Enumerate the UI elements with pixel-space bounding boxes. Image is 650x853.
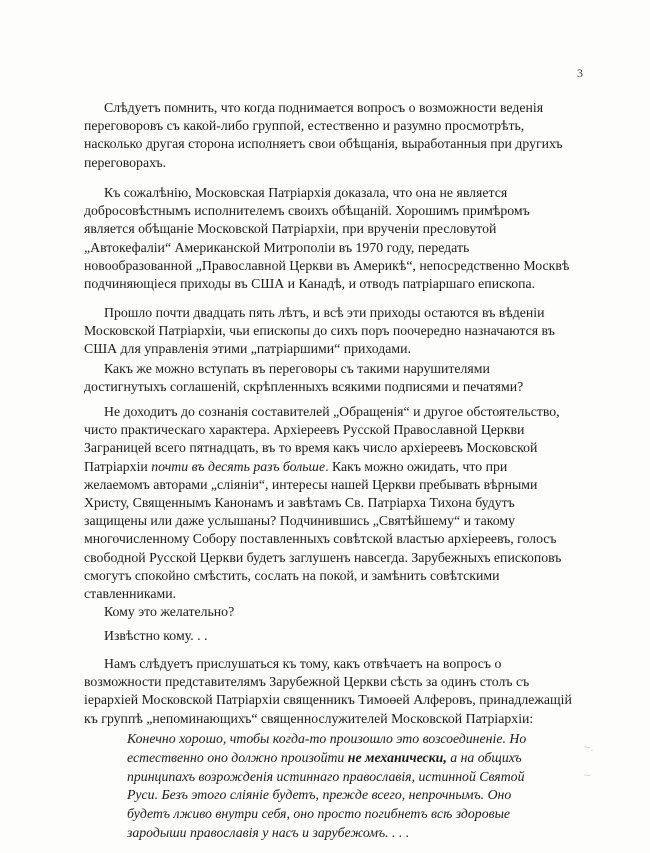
text-line: къ группѣ „непоминающихъ“ священнослужителей Московской Патріархіи: [84,710,534,726]
text-line: подчиняющіеся приходы въ США и Канадѣ, и отводъ патріаршаго епископа. [84,276,536,292]
bleed-through-mark: ~. [584,742,594,754]
quote-fragment: а на общихъ [446,749,522,765]
quote-line: Руси. Безъ этого сліяніе будетъ, прежде всего, непрочнымъ. Оно [127,787,512,803]
text-line: насколько другая сторона исполняетъ свои обѣщанія, выработанныя при другихъ [84,136,563,152]
bleed-through-mark: ~ [584,770,591,782]
paragraph-2 [84,184,574,293]
text-line: чисто практическаго характера. Архіереевъ Русской Православной Церкви [84,422,525,438]
text-line: ставленниками. [84,586,177,602]
paragraph-1 [84,99,574,172]
inline-emphasis: почти въ десять разъ больше [151,458,326,474]
text-line: Намъ слѣдуетъ прислушаться къ тому, какъ отвѣчаетъ на вопросъ о [104,656,502,671]
text-line: многочисленному Собору поставленныхъ совѣтской властью архіереевъ, голосъ [84,531,557,547]
text-line: желаемомъ авторами „сліяніи“, интересы нашей Церкви пребывать вѣрными [84,476,538,492]
text-line: Заграницей всего пятнадцать, въ то время какъ число архіереевъ Московской [84,440,538,456]
paragraph-5 [84,403,574,603]
text-line: Не доходитъ до сознанія составителей „Обращенія“ и другое обстоятельство, [104,404,560,419]
text-line: США для управленія этими „патріаршими“ приходами. [84,341,411,357]
text-line: іерархіей Московской Патріархіи священникъ Тимоѳей Алферовъ, принадлежащій [84,692,572,708]
text-line: Московской Патріархіи, чьи епископы до сихъ поръ поочередно назначаются въ [84,323,555,339]
quote-line: Конечно хорошо, чтобы когда-то произошло это возсоединеніе. Но [127,731,527,746]
text-line: Христу, Священнымъ Канонамъ и завѣтамъ Св. Патріарха Тихона будутъ [84,495,515,511]
text-line: Прошло почти двадцать пять лѣтъ, и всѣ эти приходы остаются въ вѣденіи [104,305,545,320]
text-line: Къ сожалѣнію, Московская Патріархія доказала, что она не является [104,185,508,200]
paragraph-6 [104,603,234,621]
paragraph-3 [84,304,574,359]
text-line: добросовѣстнымъ исполнителемъ своихъ обѣщаній. Хорошимъ примѣромъ [84,203,530,219]
text-line: смогутъ спокойно смѣстить, сослать на покой, и замѣнить совѣтскими [84,567,500,583]
text-line: переговорахъ. [84,154,167,170]
text-line-with-emphasis [84,458,574,476]
text-line: является обѣщаніе Московской Патріархіи, при врученіи пресловутой [84,221,497,237]
text-line: переговоровъ съ какой-либо группой, естественно и разумно просмотрѣть, [84,118,525,134]
text-line: достигнутыхъ соглашеній, скрѣпленныхъ всякими подписями и печатями? [84,379,524,395]
paragraph-4 [84,360,574,396]
quote-line: зародыши православія у насъ и зарубежомъ. . . . [127,824,410,840]
text-line: защищены или даже услышаны? Подчинившись „Святѣйшему“ и такому [84,513,515,529]
quote-line [127,749,557,768]
text-line: Кому это желательно? [104,604,235,619]
page-number: 3 [577,66,583,80]
text-fragment: Патріархіи почти въ десять разъ больше. Какъ можно ожидать, что при [84,458,508,474]
text-line: Какъ же можно вступать въ переговоры съ такими нарушителями [104,361,490,376]
quote-emphasis: не механически, [347,749,447,765]
text-line: новообразованной „Православной Церкви въ Америкѣ“, непосредственно Москвѣ [84,257,570,273]
quote-line: принципахъ возрожденія истиннаго православія, истинной Святой [127,768,525,784]
text-line: возможности представителямъ Зарубежной Церкви сѣсть за одинъ столъ съ [84,674,530,690]
text-line: Извѣстно кому. . . [104,628,208,643]
paragraph-8 [84,655,574,728]
paragraph-7 [104,627,207,645]
text-line: свободной Русской Церкви будетъ заглушенъ навсегда. Зарубежныхъ епископовъ [84,549,562,565]
quote-fragment: естественно оно должно произойти [127,749,348,765]
text-line: „Автокефаліи“ Американской Митрополіи въ 1970 году, передать [84,239,470,255]
text-line: Слѣдуетъ помнить, что когда поднимается вопросъ о возможности веденія [104,100,544,115]
block-quote [127,730,557,843]
quote-line: будетъ лживо внутри себя, оно просто погибнетъ вcѣ здоровые [127,806,511,822]
